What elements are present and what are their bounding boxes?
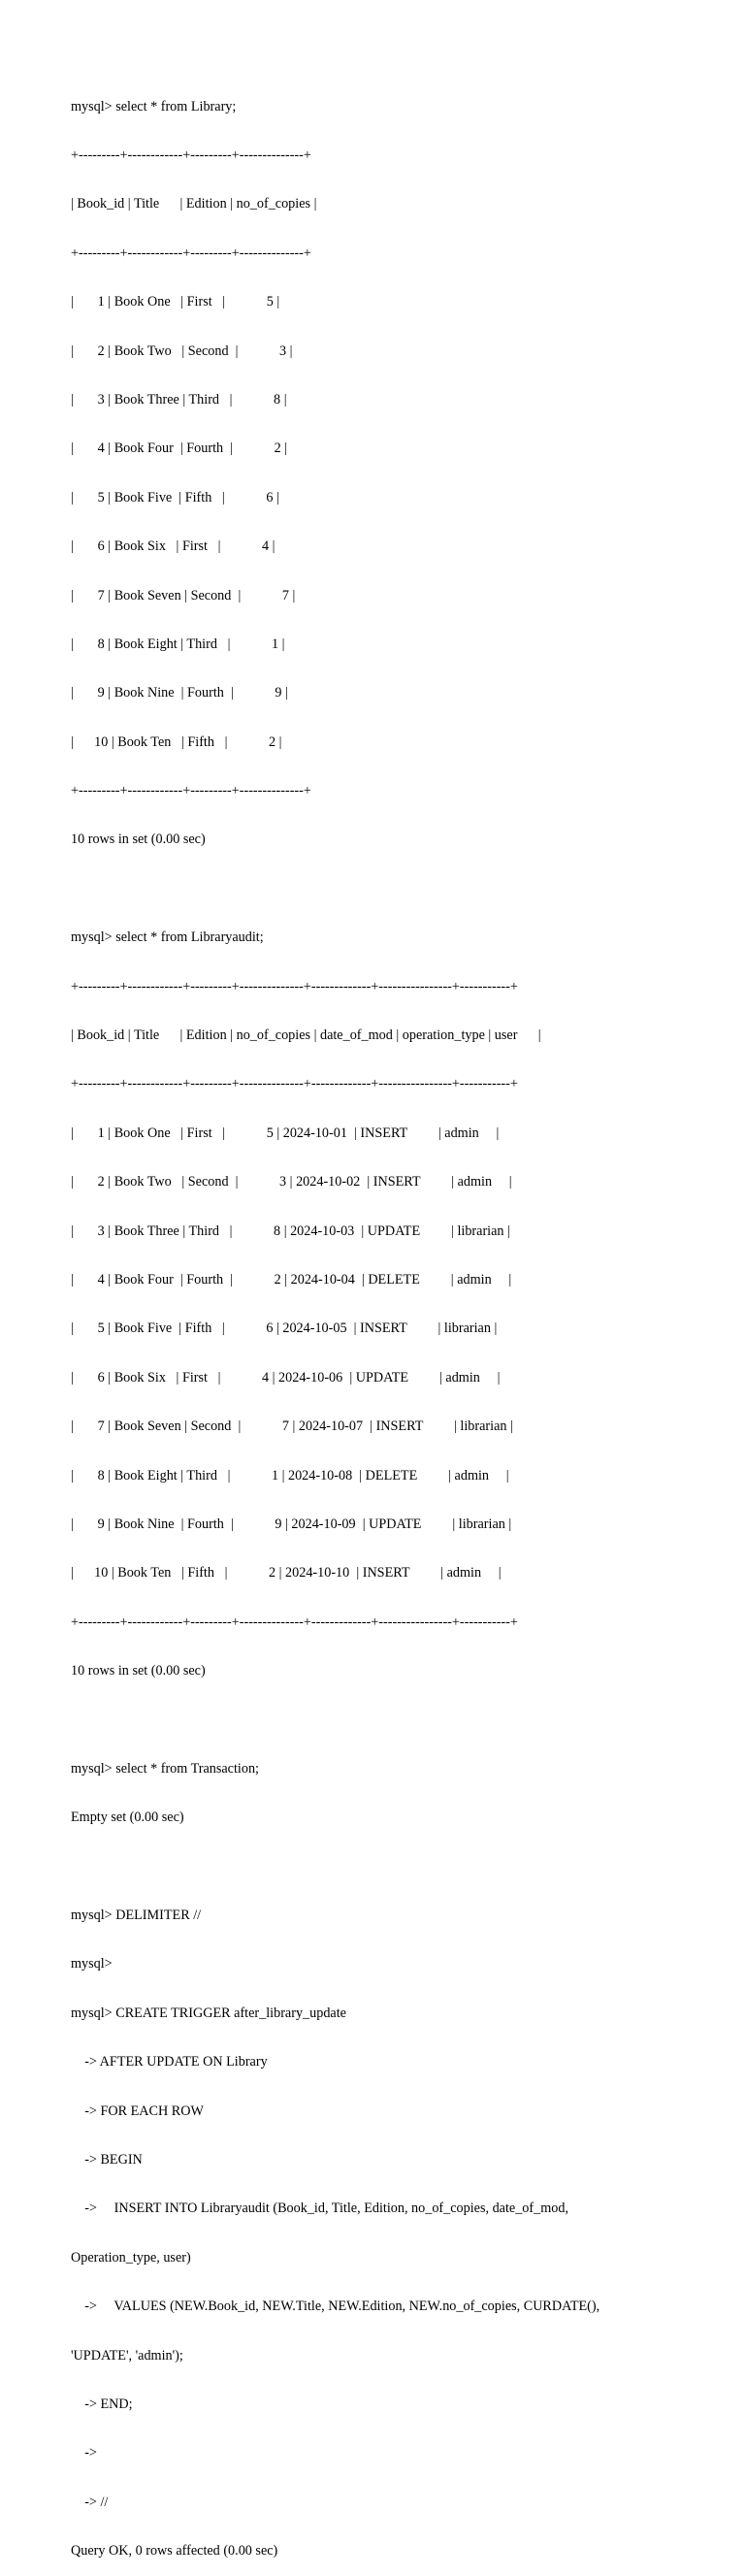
- text-line: mysql> select * from Library;: [71, 98, 237, 114]
- text-line: | 1 | Book One | First | 5 | 2024-10-01 | INSERT | admin |: [71, 1125, 500, 1141]
- text-line: ->: [71, 2445, 97, 2462]
- text-line: | 8 | Book Eight | Third | 1 |: [71, 636, 285, 652]
- text-line: +---------+------------+---------+--------------+: [71, 245, 311, 261]
- text-line: | Book_id | Title | Edition | no_of_copies |: [71, 196, 317, 212]
- text-line: | Book_id | Title | Edition | no_of_copies | date_of_mod | operation_type | user |: [71, 1027, 541, 1044]
- text-line: mysql> select * from Transaction;: [71, 1760, 259, 1777]
- text-line: -> END;: [71, 2396, 133, 2412]
- text-line: | 4 | Book Four | Fourth | 2 | 2024-10-04 | DELETE | admin |: [71, 1271, 512, 1288]
- text-line: | 5 | Book Five | Fifth | 6 |: [71, 489, 279, 505]
- text-line: mysql> select * from Libraryaudit;: [71, 929, 264, 946]
- text-line: | 1 | Book One | First | 5 |: [71, 294, 280, 310]
- text-line: | 7 | Book Seven | Second | 7 | 2024-10-07 | INSERT | librarian |: [71, 1418, 513, 1435]
- text-line: | 3 | Book Three | Third | 8 |: [71, 391, 287, 408]
- text-line: Query OK, 0 rows affected (0.00 sec): [71, 2543, 278, 2560]
- text-line: Empty set (0.00 sec): [71, 1810, 184, 1826]
- text-line: +---------+------------+---------+--------------+: [71, 147, 311, 163]
- text-line: -> AFTER UPDATE ON Library: [71, 2054, 268, 2071]
- terminal-output: [71, 66, 730, 2576]
- text-line: | 3 | Book Three | Third | 8 | 2024-10-03 | UPDATE | librarian |: [71, 1223, 510, 1239]
- text-line: | 5 | Book Five | Fifth | 6 | 2024-10-05 | INSERT | librarian |: [71, 1321, 498, 1337]
- text-line: -> INSERT INTO Libraryaudit (Book_id, Title, Edition, no_of_copies, date_of_mod,: [71, 2201, 568, 2217]
- text-line: | 4 | Book Four | Fourth | 2 |: [71, 440, 288, 457]
- text-line: +---------+------------+---------+--------------+: [71, 783, 311, 799]
- text-line: | 2 | Book Two | Second | 3 | 2024-10-02 | INSERT | admin |: [71, 1174, 512, 1190]
- text-line: | 10 | Book Ten | Fifth | 2 | 2024-10-10 | INSERT | admin |: [71, 1565, 502, 1581]
- text-line: -> //: [71, 2494, 109, 2510]
- text-line: [71, 881, 730, 897]
- text-line: +---------+------------+---------+--------------+-------------+----------------+-----------+: [71, 1076, 518, 1092]
- text-line: [71, 1712, 730, 1728]
- text-line: | 7 | Book Seven | Second | 7 |: [71, 587, 296, 603]
- text-line: | 6 | Book Six | First | 4 |: [71, 538, 275, 555]
- text-line: 10 rows in set (0.00 sec): [71, 1663, 206, 1679]
- text-line: Operation_type, user): [71, 2249, 191, 2266]
- text-line: | 9 | Book Nine | Fourth | 9 | 2024-10-09 | UPDATE | librarian |: [71, 1516, 512, 1532]
- text-line: | 10 | Book Ten | Fifth | 2 |: [71, 734, 282, 750]
- text-line: mysql> DELIMITER //: [71, 1908, 202, 1924]
- text-line: 10 rows in set (0.00 sec): [71, 831, 206, 848]
- text-line: | 6 | Book Six | First | 4 | 2024-10-06 | UPDATE | admin |: [71, 1369, 501, 1386]
- text-line: -> BEGIN: [71, 2152, 143, 2168]
- text-line: 'UPDATE', 'admin');: [71, 2347, 183, 2364]
- text-line: | 2 | Book Two | Second | 3 |: [71, 342, 293, 359]
- text-line: | 8 | Book Eight | Third | 1 | 2024-10-08 | DELETE | admin |: [71, 1467, 509, 1484]
- text-line: +---------+------------+---------+--------------+-------------+----------------+-----------+: [71, 978, 518, 995]
- text-line: mysql> CREATE TRIGGER after_library_update: [71, 2005, 346, 2021]
- text-line: -> VALUES (NEW.Book_id, NEW.Title, NEW.Edition, NEW.no_of_copies, CURDATE(),: [71, 2299, 600, 2315]
- text-line: [71, 1859, 730, 1875]
- text-line: | 9 | Book Nine | Fourth | 9 |: [71, 685, 288, 701]
- text-line: +---------+------------+---------+--------------+-------------+----------------+-----------+: [71, 1614, 518, 1630]
- text-line: mysql>: [71, 1956, 113, 1973]
- text-line: -> FOR EACH ROW: [71, 2103, 204, 2119]
